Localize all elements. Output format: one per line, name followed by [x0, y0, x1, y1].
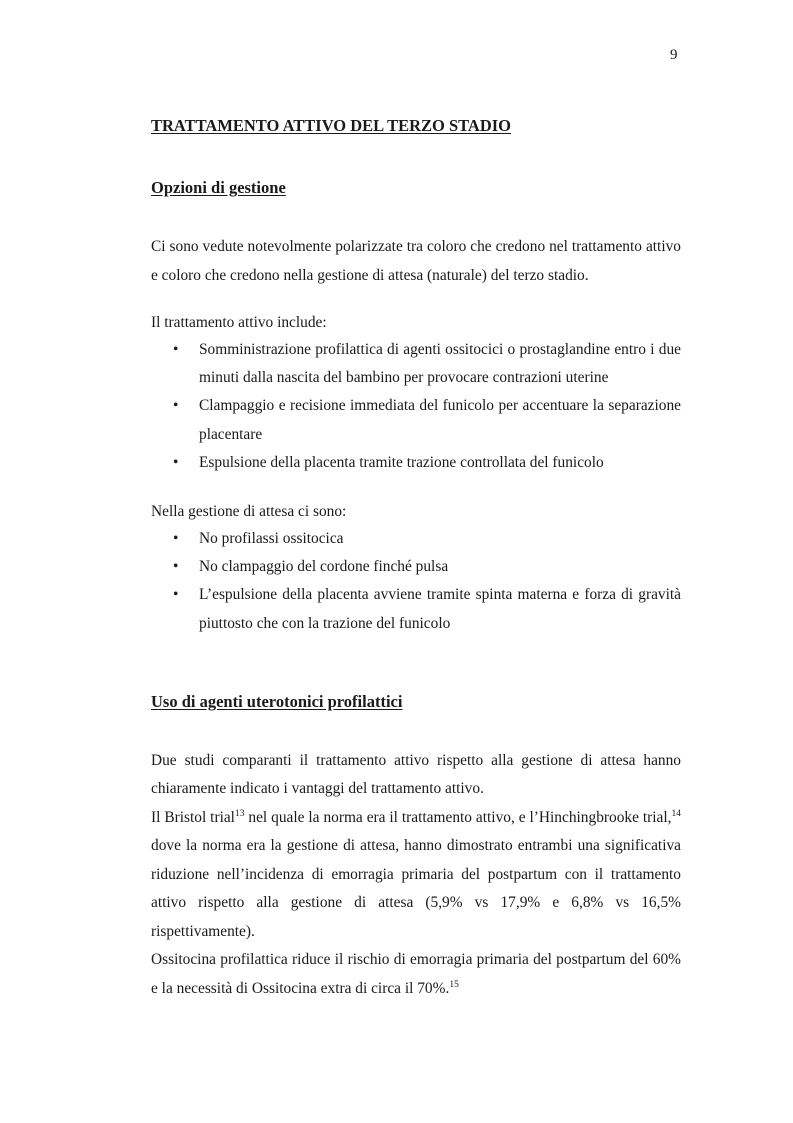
list-item-text: L’espulsione della placenta avviene tramite spinta materna e forza di gravità piuttosto che con la trazione del funicolo — [199, 586, 681, 632]
list-item-text: No clampaggio del cordone finché pulsa — [199, 558, 449, 576]
list-item — [173, 581, 681, 637]
list-item — [173, 392, 681, 448]
footnote-ref-15: 15 — [449, 979, 459, 990]
list-item-text: Somministrazione profilattica di agenti ossitocici o prostaglandine entro i due minuti dalla nascita del bambino per provocare contrazioni uterine — [199, 341, 681, 387]
bullet-icon: • — [173, 558, 179, 576]
bullet-icon: • — [173, 530, 179, 548]
list-item — [173, 449, 681, 477]
list-item — [173, 525, 681, 553]
trials-text-b: nel quale la norma era il trattamento attivo, e l’Hinchingbrooke trial, — [244, 808, 672, 826]
list-item — [173, 336, 681, 392]
studies-paragraph: Due studi comparanti il trattamento attivo rispetto alla gestione di attesa hanno chiaramente indicato i vantaggi del trattamento attivo. — [151, 751, 681, 798]
footnote-ref-13: 13 — [234, 808, 245, 819]
bullet-icon: • — [173, 397, 179, 415]
document-body — [151, 114, 681, 1003]
expectant-list-intro: Nella gestione di attesa ci sono: — [151, 503, 347, 521]
intro-paragraph: Ci sono vedute notevolmente polarizzate tra coloro che credono nel trattamento attivo e coloro che credono nella gestione di attesa (naturale) del terzo stadio. — [151, 238, 681, 284]
list-item — [173, 553, 681, 581]
bullet-icon: • — [173, 341, 179, 358]
active-list-intro: Il trattamento attivo include: — [151, 314, 327, 331]
list-item-text: No profilassi ossitocica — [199, 530, 344, 548]
active-treatment-list — [151, 336, 681, 477]
oxytocin-text: Ossitocina profilattica riduce il rischio di emorragia primaria del postpartum del 60% e la necessità di Ossitocina extra di circa il 70%. — [151, 951, 681, 997]
page-number: 9 — [670, 47, 678, 63]
section-heading-uterotonici: Uso di agenti uterotonici profilattici — [151, 691, 403, 711]
list-item-text: Espulsione della placenta tramite trazione controllata del funicolo — [199, 453, 604, 471]
main-heading: TRATTAMENTO ATTIVO DEL TERZO STADIO — [151, 116, 512, 135]
trials-paragraph — [151, 804, 681, 947]
trials-text-a: Il Bristol trial — [151, 808, 235, 826]
trials-text-c: dove la norma era la gestione di attesa, hanno dimostrato entrambi una significativa riduzione nell’incidenza di emorragia primaria del postpartum con il trattamento attivo rispetto alla gestione di attesa (5,9% vs 17,9% e 6,8% vs 16,5% rispettivamente). — [151, 837, 681, 940]
expectant-management-list — [151, 525, 681, 638]
list-item-text: Clampaggio e recisione immediata del funicolo per accentuare la separazione placentare — [199, 397, 681, 443]
bullet-icon: • — [173, 453, 179, 471]
footnote-ref-14: 14 — [671, 808, 681, 819]
oxytocin-paragraph — [151, 946, 681, 1003]
bullet-icon: • — [173, 586, 179, 604]
section-heading-opzioni: Opzioni di gestione — [151, 178, 286, 197]
